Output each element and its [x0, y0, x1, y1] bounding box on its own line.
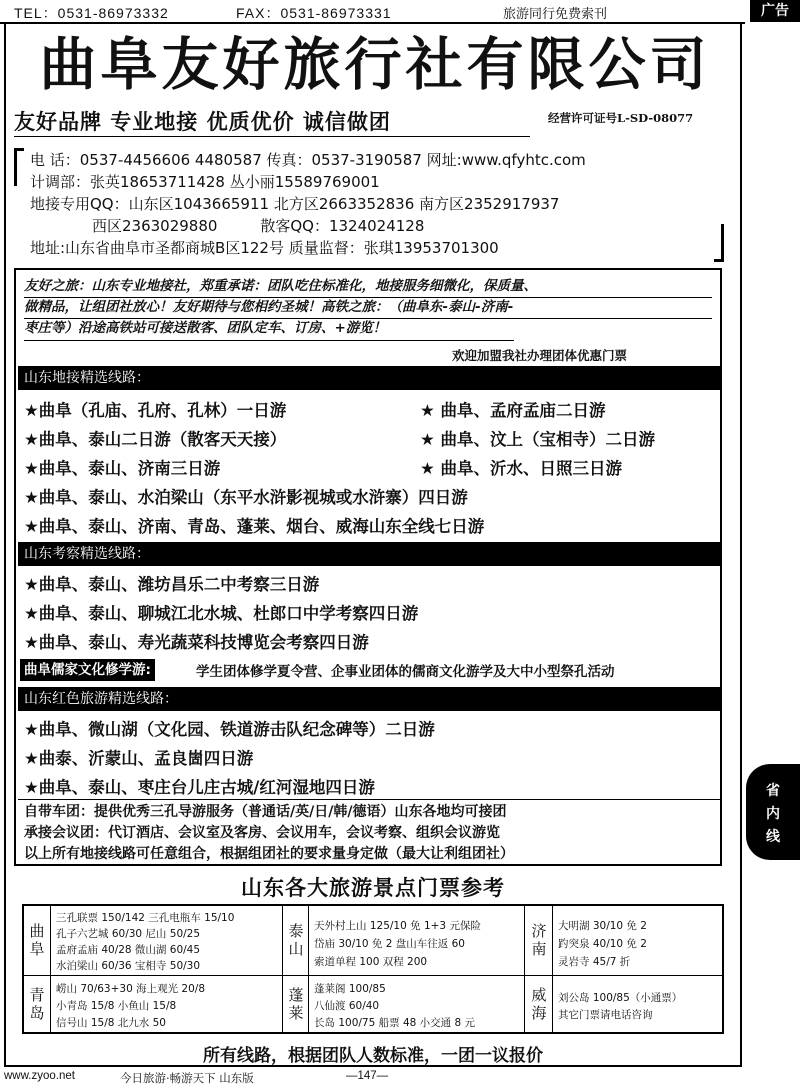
- route-red-3: ★曲阜、泰山、枣庄台儿庄古城/红河湿地四日游: [24, 778, 375, 797]
- ticket-col-divider-5: [552, 906, 553, 1032]
- side-tab-char-3: 线: [766, 829, 780, 845]
- intro-text: [24, 276, 714, 339]
- section-red-title: 山东红色旅游精选线路：: [18, 687, 720, 711]
- ticket-qingdao-row-2: 小青岛 15/8 小鱼山 15/8: [56, 1000, 177, 1012]
- contact-qq-line-2: 西区2363029880 散客QQ：1324024128: [30, 217, 425, 235]
- route-red-1: ★曲阜、微山湖（文化园、铁道游击队纪念碑等）二日游: [24, 720, 435, 739]
- contact-phone-line: 电 话：0537-4456606 4480587 传真：0537-3190587 网址:www.qfyhtc.com: [30, 151, 586, 169]
- contact-bracket-right: [714, 224, 724, 262]
- route-study-1: ★曲阜、泰山、潍坊昌乐二中考察三日游: [24, 575, 320, 594]
- ticket-col-divider-1: [50, 906, 51, 1032]
- note-self-drive: 自带车团：提供优秀三孔导游服务（普通话/英/日/韩/德语）山东各地均可接团: [24, 804, 507, 820]
- note-combination: 以上所有地接线路可任意组合，根据组团社的要求量身定做（最大让利组团社）: [24, 846, 514, 862]
- route-local-8: ★曲阜、泰山、济南、青岛、蓬莱、烟台、威海山东全线七日游: [24, 517, 485, 536]
- top-bar: [0, 0, 800, 22]
- slogan: 友好品牌 专业地接 优质优价 诚信做团: [14, 110, 391, 134]
- ticket-city-weihai: 威海: [531, 986, 547, 1022]
- contact-qq-line: 地接专用QQ：山东区1043665911 北方区2663352836 南方区2352917937: [30, 195, 560, 213]
- ticket-qingdao-row-1: 崂山 70/63+30 海上观光 20/8: [56, 983, 206, 995]
- route-local-1: ★曲阜（孔庙、孔府、孔林）一日游: [24, 401, 287, 420]
- route-local-3: ★曲阜、泰山二日游（散客天天接）: [24, 430, 287, 449]
- ticket-qingdao-row-3: 信号山 15/8 北九水 50: [56, 1017, 166, 1029]
- ticket-row-divider: [24, 975, 722, 976]
- section-study-title: 山东考察精选线路：: [18, 542, 720, 566]
- route-red-2: ★曲泰、沂蒙山、孟良崮四日游: [24, 749, 254, 768]
- ticket-weihai-row-1: 刘公岛 100/85（小通票）: [558, 992, 683, 1004]
- ticket-taishan-row-2: 岱庙 30/10 免 2 盘山车往返 60: [314, 938, 465, 950]
- ticket-weihai-row-2: 其它门票请电话咨询: [558, 1009, 653, 1021]
- slogan-underline: [14, 136, 530, 137]
- route-local-4: ★ 曲阜、汶上（宝相寺）二日游: [420, 430, 656, 449]
- culture-text: 学生团体修学夏令营、企事业团体的儒商文化游学及大中小型祭孔活动: [196, 664, 615, 680]
- ticket-jinan-row-1: 大明湖 30/10 免 2: [558, 920, 647, 932]
- intro-underline-1: [24, 297, 712, 298]
- ticket-penglai-row-3: 长岛 100/75 船票 48 小交通 8 元: [314, 1017, 476, 1029]
- header-free-magazine: 旅游同行免费索刊: [503, 7, 608, 22]
- footer-tagline: 今日旅游·畅游天下 山东版: [120, 1071, 254, 1085]
- pricing-note: 所有线路，根据团队人数标准，一团一议报价: [203, 1046, 543, 1066]
- route-study-2: ★曲阜、泰山、聊城江北水城、杜郎口中学考察四日游: [24, 604, 419, 623]
- ticket-col-divider-4: [524, 906, 525, 1032]
- ticket-taishan-row-1: 天外村上山 125/10 免 1+3 元保险: [314, 920, 481, 932]
- ticket-city-penglai: 蓬莱: [288, 986, 304, 1022]
- ticket-city-qingdao: 青岛: [29, 986, 45, 1022]
- header-fax: FAX：0531-86973331: [236, 5, 392, 21]
- contact-address-line: 地址:山东省曲阜市圣都商城B区122号 质量监督：张琪13953701300: [30, 239, 499, 257]
- route-local-7: ★曲阜、泰山、水泊梁山（东平水浒影视城或水浒寨）四日游: [24, 488, 468, 507]
- ticket-qufu-row-2: 孔子六艺城 60/30 尼山 50/25: [56, 928, 201, 940]
- company-name: 曲阜友好旅行社有限公司: [39, 31, 711, 98]
- ticket-penglai-row-1: 蓬莱阁 100/85: [314, 983, 386, 995]
- side-tab-char-2: 内: [766, 806, 780, 822]
- intro-underline-2: [24, 318, 712, 319]
- ticket-jinan-row-3: 灵岩寺 45/7 折: [558, 956, 631, 968]
- intro-line-1: 友好之旅：山东专业地接社，郑重承诺：团队吃住标准化，地接服务细微化，保质量、: [24, 278, 537, 294]
- intro-underline-3: [24, 340, 514, 341]
- ticket-taishan-row-3: 索道单程 100 双程 200: [314, 956, 428, 968]
- note-conference: 承接会议团：代订酒店、会议室及客房、会议用车，会议考察、组织会议游览: [24, 825, 500, 841]
- ticket-city-jinan: 济南: [531, 922, 547, 958]
- ticket-city-qufu: 曲阜: [29, 922, 45, 958]
- ticket-penglai-row-2: 八仙渡 60/40: [314, 1000, 380, 1012]
- ticket-qufu-row-1: 三孔联票 150/142 三孔电瓶车 15/10: [56, 912, 235, 924]
- culture-tag: 曲阜儒家文化修学游:: [20, 659, 155, 681]
- notes-divider: [18, 799, 720, 800]
- ticket-city-taishan: 泰山: [288, 922, 304, 958]
- page-number: —147—: [346, 1070, 389, 1082]
- license-number: 经营许可证号L-SD-08077: [548, 111, 694, 125]
- route-local-6: ★ 曲阜、沂水、日照三日游: [420, 459, 623, 478]
- contact-bracket-left: [14, 148, 24, 186]
- ticket-title: 山东各大旅游景点门票参考: [241, 876, 505, 900]
- ad-badge: 广告: [750, 0, 800, 22]
- welcome-text: 欢迎加盟我社办理团体优惠门票: [452, 348, 628, 363]
- header-tel: TEL：0531-86973332: [14, 5, 169, 21]
- section-local-title: 山东地接精选线路：: [18, 366, 720, 390]
- contact-dispatch-line: 计调部：张英18653711428 丛小丽15589769001: [30, 173, 380, 191]
- footer-url: www.zyoo.net: [4, 1070, 75, 1082]
- intro-line-3: 枣庄等）沿途高铁站可接送散客、团队定车、订房、+游览！: [24, 320, 387, 336]
- side-tab-char-1: 省: [766, 783, 780, 799]
- ticket-qufu-row-3: 孟府孟庙 40/28 微山湖 60/45: [56, 944, 201, 956]
- intro-line-2: 做精品，让组团社放心！友好期待与您相约圣城！高铁之旅：（曲阜东-泰山-济南-: [24, 299, 514, 315]
- ticket-jinan-row-2: 趵突泉 40/10 免 2: [558, 938, 647, 950]
- route-local-5: ★曲阜、泰山、济南三日游: [24, 459, 221, 478]
- ticket-qufu-row-4: 水泊梁山 60/36 宝相寺 50/30: [56, 960, 201, 972]
- route-local-2: ★ 曲阜、孟府孟庙二日游: [420, 401, 606, 420]
- route-study-3: ★曲阜、泰山、寿光蔬菜科技博览会考察四日游: [24, 633, 369, 652]
- side-tab-province-routes: [746, 764, 800, 860]
